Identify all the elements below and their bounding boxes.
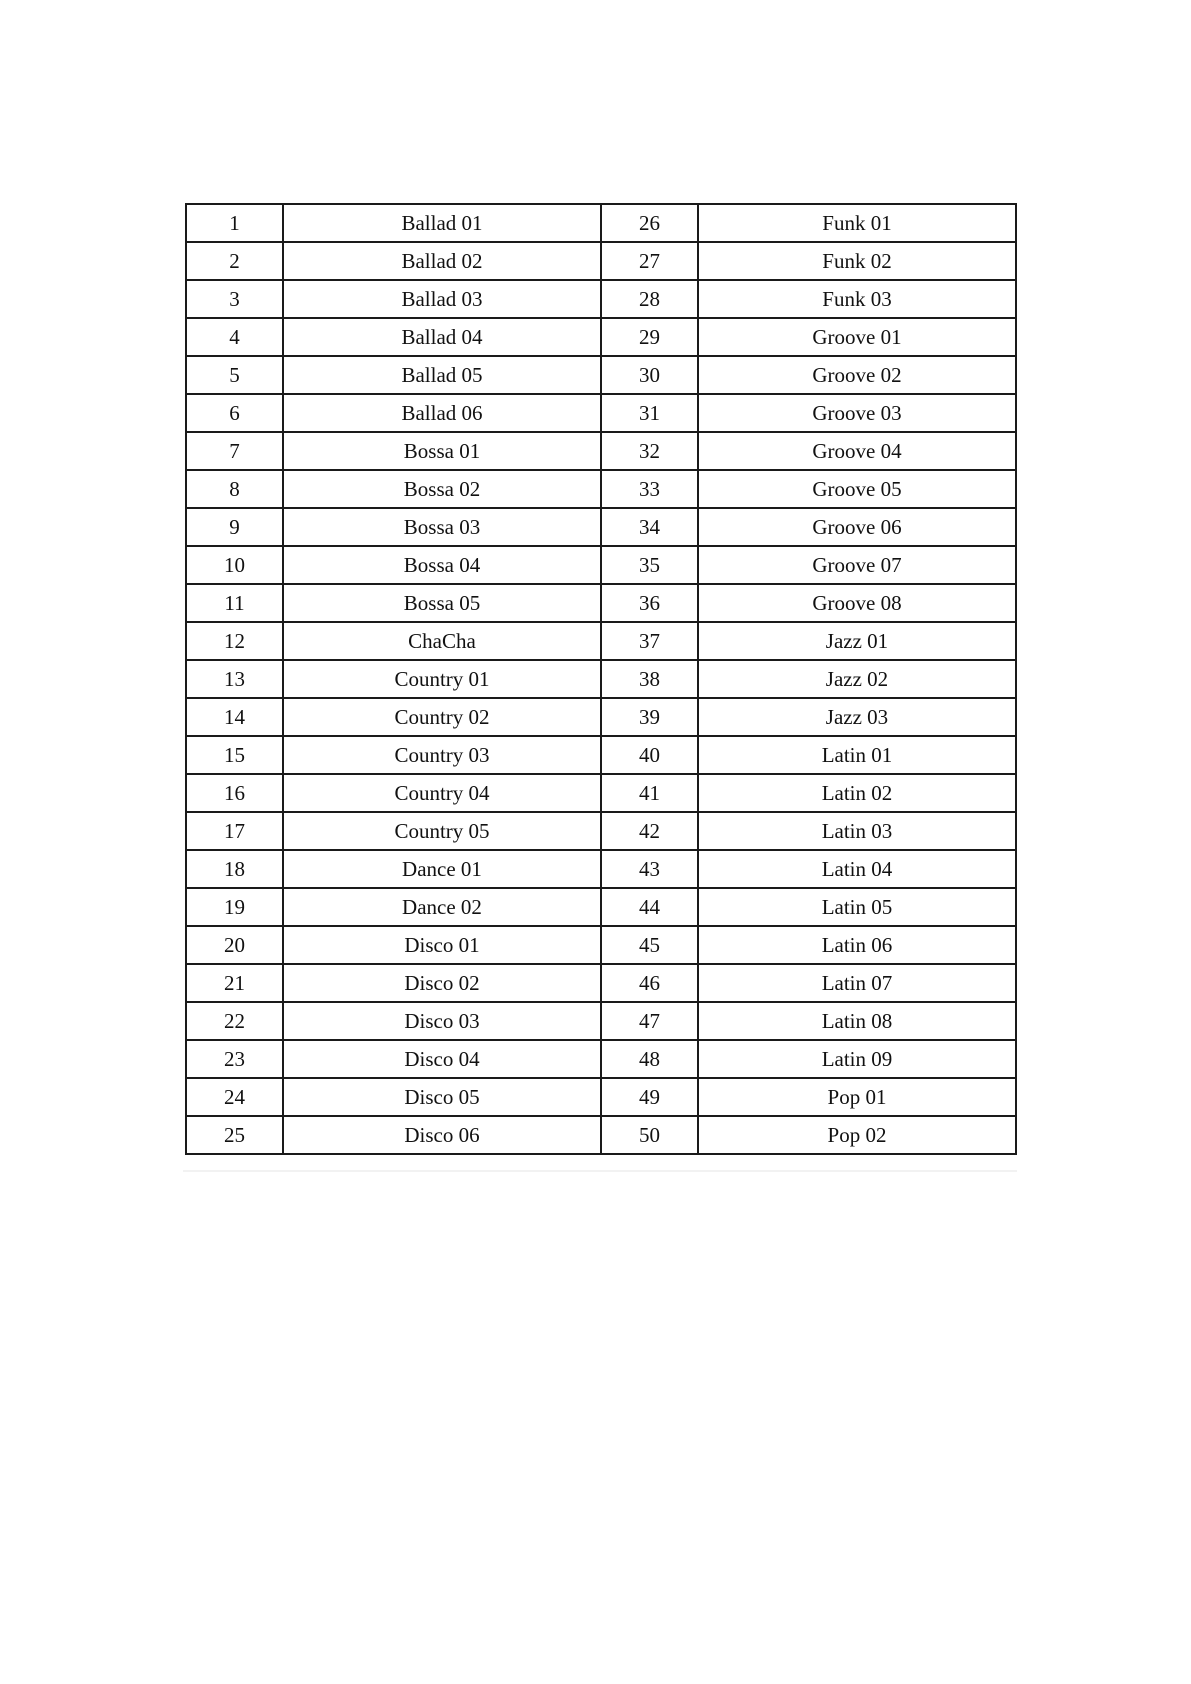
right-rhythm-name-cell: Jazz 03 (698, 698, 1016, 736)
left-rhythm-name-cell: Country 01 (283, 660, 601, 698)
left-number-cell: 12 (186, 622, 283, 660)
left-number-cell: 25 (186, 1116, 283, 1154)
left-rhythm-name-cell: ChaCha (283, 622, 601, 660)
right-number-cell: 26 (601, 204, 698, 242)
left-number-cell: 6 (186, 394, 283, 432)
left-number-cell: 8 (186, 470, 283, 508)
left-rhythm-name-cell: Disco 05 (283, 1078, 601, 1116)
left-number-cell: 22 (186, 1002, 283, 1040)
table-row (186, 888, 1016, 926)
right-rhythm-name-cell: Funk 03 (698, 280, 1016, 318)
table-row (186, 394, 1016, 432)
right-number-cell: 33 (601, 470, 698, 508)
right-rhythm-name-cell: Pop 01 (698, 1078, 1016, 1116)
left-rhythm-name-cell: Country 02 (283, 698, 601, 736)
right-rhythm-name-cell: Latin 02 (698, 774, 1016, 812)
right-number-cell: 40 (601, 736, 698, 774)
right-rhythm-name-cell: Groove 01 (698, 318, 1016, 356)
left-rhythm-name-cell: Ballad 01 (283, 204, 601, 242)
left-rhythm-name-cell: Ballad 05 (283, 356, 601, 394)
right-number-cell: 32 (601, 432, 698, 470)
left-number-cell: 11 (186, 584, 283, 622)
left-rhythm-name-cell: Dance 02 (283, 888, 601, 926)
right-number-cell: 43 (601, 850, 698, 888)
left-number-cell: 20 (186, 926, 283, 964)
right-number-cell: 31 (601, 394, 698, 432)
right-number-cell: 36 (601, 584, 698, 622)
left-rhythm-name-cell: Disco 02 (283, 964, 601, 1002)
table-row (186, 660, 1016, 698)
right-number-cell: 37 (601, 622, 698, 660)
table-row (186, 318, 1016, 356)
right-number-cell: 47 (601, 1002, 698, 1040)
right-number-cell: 46 (601, 964, 698, 1002)
right-rhythm-name-cell: Groove 02 (698, 356, 1016, 394)
left-rhythm-name-cell: Country 04 (283, 774, 601, 812)
right-rhythm-name-cell: Latin 04 (698, 850, 1016, 888)
table-row (186, 242, 1016, 280)
right-rhythm-name-cell: Groove 03 (698, 394, 1016, 432)
left-rhythm-name-cell: Bossa 03 (283, 508, 601, 546)
left-number-cell: 3 (186, 280, 283, 318)
right-number-cell: 48 (601, 1040, 698, 1078)
left-rhythm-name-cell: Bossa 05 (283, 584, 601, 622)
left-rhythm-name-cell: Ballad 02 (283, 242, 601, 280)
left-rhythm-name-cell: Ballad 04 (283, 318, 601, 356)
right-number-cell: 35 (601, 546, 698, 584)
table-row (186, 622, 1016, 660)
right-rhythm-name-cell: Latin 08 (698, 1002, 1016, 1040)
left-number-cell: 23 (186, 1040, 283, 1078)
right-rhythm-name-cell: Jazz 02 (698, 660, 1016, 698)
right-rhythm-name-cell: Groove 05 (698, 470, 1016, 508)
right-number-cell: 38 (601, 660, 698, 698)
table-row (186, 280, 1016, 318)
table-row (186, 356, 1016, 394)
left-rhythm-name-cell: Disco 06 (283, 1116, 601, 1154)
right-number-cell: 27 (601, 242, 698, 280)
right-number-cell: 45 (601, 926, 698, 964)
table-row (186, 1002, 1016, 1040)
left-number-cell: 13 (186, 660, 283, 698)
left-rhythm-name-cell: Ballad 03 (283, 280, 601, 318)
left-number-cell: 2 (186, 242, 283, 280)
right-number-cell: 39 (601, 698, 698, 736)
right-number-cell: 29 (601, 318, 698, 356)
right-rhythm-name-cell: Latin 07 (698, 964, 1016, 1002)
right-rhythm-name-cell: Latin 03 (698, 812, 1016, 850)
table-row (186, 736, 1016, 774)
right-number-cell: 49 (601, 1078, 698, 1116)
right-number-cell: 30 (601, 356, 698, 394)
table-row (186, 812, 1016, 850)
right-rhythm-name-cell: Pop 02 (698, 1116, 1016, 1154)
left-rhythm-name-cell: Dance 01 (283, 850, 601, 888)
left-rhythm-name-cell: Country 05 (283, 812, 601, 850)
table-row (186, 964, 1016, 1002)
left-number-cell: 4 (186, 318, 283, 356)
right-rhythm-name-cell: Groove 08 (698, 584, 1016, 622)
left-number-cell: 16 (186, 774, 283, 812)
table-row (186, 546, 1016, 584)
left-number-cell: 24 (186, 1078, 283, 1116)
right-rhythm-name-cell: Funk 01 (698, 204, 1016, 242)
table-row (186, 926, 1016, 964)
table-row (186, 508, 1016, 546)
table-row (186, 1040, 1016, 1078)
left-rhythm-name-cell: Bossa 01 (283, 432, 601, 470)
table-row (186, 432, 1016, 470)
table-row (186, 470, 1016, 508)
left-rhythm-name-cell: Country 03 (283, 736, 601, 774)
left-rhythm-name-cell: Disco 01 (283, 926, 601, 964)
left-number-cell: 21 (186, 964, 283, 1002)
left-rhythm-name-cell: Bossa 02 (283, 470, 601, 508)
right-rhythm-name-cell: Groove 06 (698, 508, 1016, 546)
right-number-cell: 28 (601, 280, 698, 318)
left-number-cell: 14 (186, 698, 283, 736)
rhythm-list-table (185, 203, 1017, 1155)
right-rhythm-name-cell: Latin 06 (698, 926, 1016, 964)
table-row (186, 850, 1016, 888)
left-number-cell: 7 (186, 432, 283, 470)
right-rhythm-name-cell: Latin 01 (698, 736, 1016, 774)
right-rhythm-name-cell: Groove 07 (698, 546, 1016, 584)
table-body (186, 204, 1016, 1154)
table-row (186, 698, 1016, 736)
table-row (186, 204, 1016, 242)
left-number-cell: 15 (186, 736, 283, 774)
table-row (186, 1116, 1016, 1154)
right-rhythm-name-cell: Funk 02 (698, 242, 1016, 280)
left-number-cell: 9 (186, 508, 283, 546)
right-rhythm-name-cell: Latin 05 (698, 888, 1016, 926)
left-rhythm-name-cell: Disco 03 (283, 1002, 601, 1040)
right-rhythm-name-cell: Jazz 01 (698, 622, 1016, 660)
left-number-cell: 5 (186, 356, 283, 394)
right-number-cell: 42 (601, 812, 698, 850)
right-number-cell: 50 (601, 1116, 698, 1154)
right-number-cell: 44 (601, 888, 698, 926)
right-rhythm-name-cell: Latin 09 (698, 1040, 1016, 1078)
left-number-cell: 19 (186, 888, 283, 926)
right-number-cell: 34 (601, 508, 698, 546)
left-rhythm-name-cell: Ballad 06 (283, 394, 601, 432)
page-edge-shadow (183, 1170, 1017, 1172)
left-number-cell: 18 (186, 850, 283, 888)
left-rhythm-name-cell: Bossa 04 (283, 546, 601, 584)
left-number-cell: 17 (186, 812, 283, 850)
right-number-cell: 41 (601, 774, 698, 812)
table-row (186, 584, 1016, 622)
right-rhythm-name-cell: Groove 04 (698, 432, 1016, 470)
left-number-cell: 1 (186, 204, 283, 242)
table-row (186, 774, 1016, 812)
left-rhythm-name-cell: Disco 04 (283, 1040, 601, 1078)
left-number-cell: 10 (186, 546, 283, 584)
table-row (186, 1078, 1016, 1116)
